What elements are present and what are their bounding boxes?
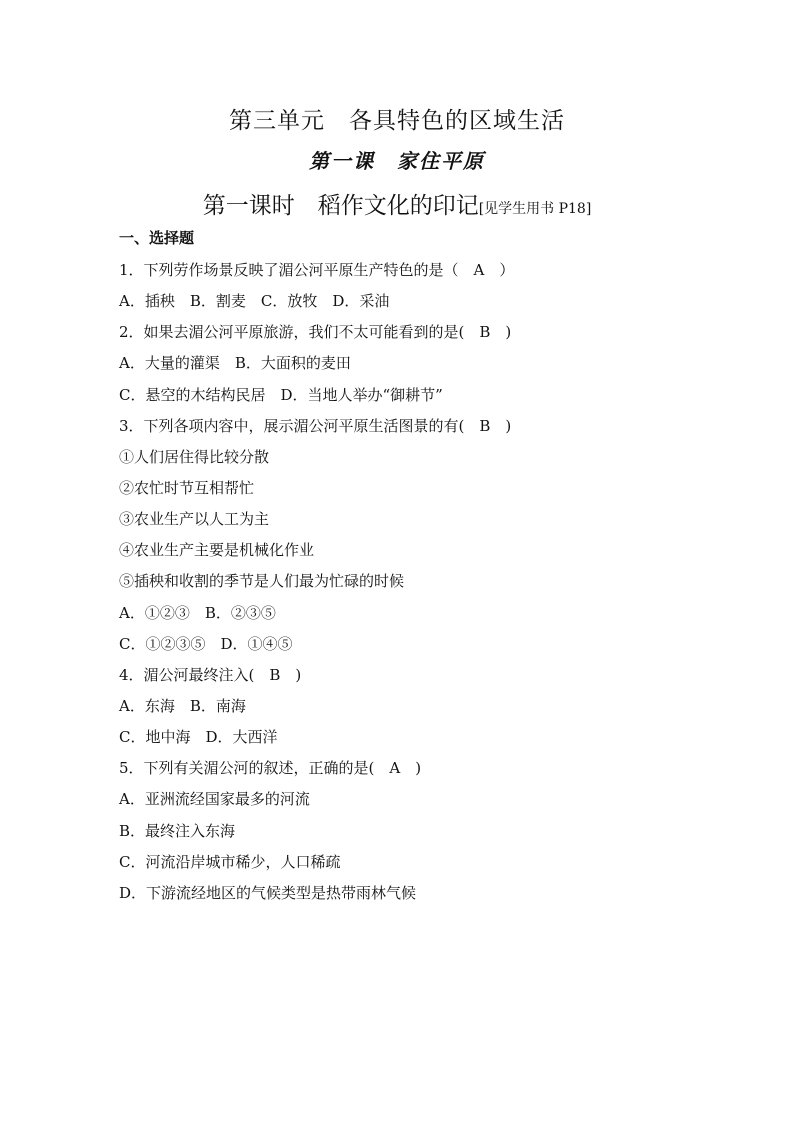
period-title [0, 187, 794, 220]
question-4-stem: 4．湄公河最终注入( B ) [119, 665, 302, 684]
question-2-options-ab: A．大量的灌渠 B．大面积的麦田 [119, 354, 351, 373]
question-5-option-b: B．最终注入东海 [119, 821, 236, 840]
question-3-item-1: ①人们居住得比较分散 [119, 447, 270, 466]
question-1-options: A．插秧 B．割麦 C．放牧 D．采油 [119, 292, 390, 311]
question-3-stem: 3．下列各项内容中，展示湄公河平原生活图景的有( B ) [119, 416, 512, 435]
question-3-item-5: ⑤插秧和收割的季节是人们最为忙碌的时候 [119, 572, 405, 591]
question-5-stem: 5．下列有关湄公河的叙述，正确的是( A ) [119, 759, 422, 778]
question-1-stem: 1．下列劳作场景反映了湄公河平原生产特色的是（ A ） [119, 261, 515, 279]
question-5-option-d: D．下游流经地区的气候类型是热带雨林气候 [119, 883, 417, 902]
question-2-stem: 2．如果去湄公河平原旅游，我们不太可能看到的是( B ) [119, 323, 512, 342]
question-3-item-2: ②农忙时节互相帮忙 [119, 478, 255, 497]
unit-title: 第三单元 各具特色的区域生活 [229, 108, 565, 134]
question-5-option-c: C．河流沿岸城市稀少，人口稀疏 [119, 852, 341, 871]
period-title-text: 第一课时 稻作文化的印记 [202, 193, 479, 219]
question-4-options-cd: C．地中海 D．大西洋 [119, 728, 278, 747]
question-3-options-ab: A．①②③ B．②③⑤ [119, 603, 276, 622]
question-3-item-4: ④农业生产主要是机械化作业 [119, 541, 315, 560]
question-5-option-a: A．亚洲流经国家最多的河流 [119, 790, 310, 809]
section-heading: 一、选择题 [119, 229, 195, 247]
question-3-options-cd: C．①②③⑤ D．①④⑤ [119, 634, 293, 653]
question-4-options-ab: A．东海 B．南海 [119, 696, 246, 715]
question-2-options-cd: C．悬空的木结构民居 D．当地人举办“御耕节” [119, 385, 443, 404]
question-list [119, 255, 719, 909]
lesson-title: 第一课 家住平原 [309, 149, 485, 173]
question-3-item-3: ③农业生产以人工为主 [119, 510, 270, 529]
textbook-reference: [见学生用书 P18] [478, 201, 592, 217]
